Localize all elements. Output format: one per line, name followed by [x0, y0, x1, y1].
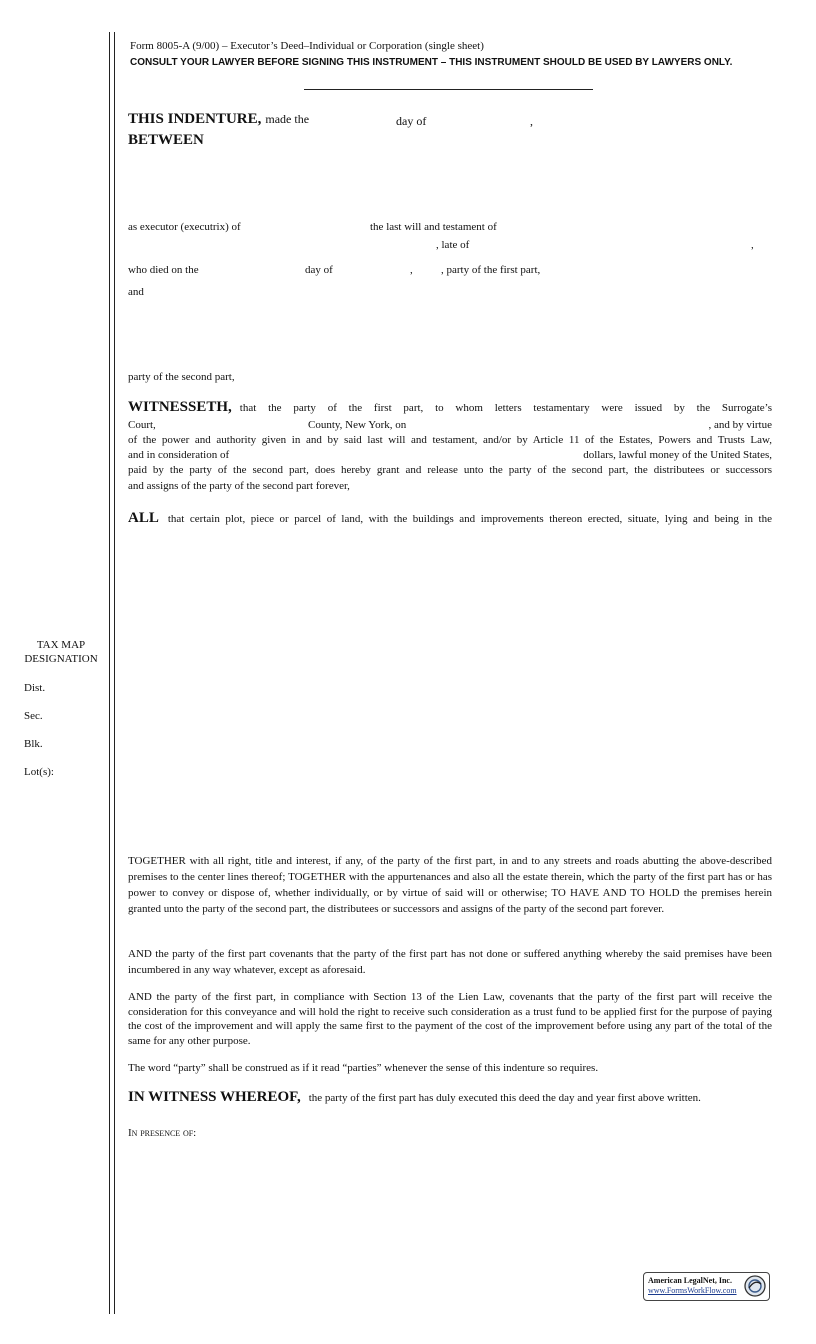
county-label: County, New York, on [308, 419, 407, 431]
tax-sec: Sec. [24, 710, 43, 722]
as-executor: as executor (executrix) of [128, 221, 241, 233]
header-divider [304, 89, 593, 90]
party-word-paragraph: The word “party” shall be construed as if it read “parties” whenever the sense of this indenture so requires. [128, 1062, 599, 1074]
indenture-lead: THIS INDENTURE, [128, 111, 262, 127]
all-lead: ALL [128, 510, 159, 526]
logo-url[interactable]: www.FormsWorkFlow.com [648, 1286, 737, 1295]
died-day-of: day of [305, 264, 333, 276]
late-of: , late of [436, 239, 470, 251]
party-first-part: , party of the first part, [441, 264, 541, 276]
court-label: Court, [128, 419, 156, 431]
all-clause [128, 510, 772, 527]
globe-icon [744, 1275, 766, 1297]
witnesseth-block [128, 399, 772, 493]
tax-map-line1: TAX MAP [36, 639, 86, 651]
in-witness-line [128, 1088, 772, 1106]
covenants-paragraph: AND the party of the first part covenants that the party of the first part has not done or suffered anything whereby the said premises have been incumbered in any way whatever, except as aforesaid. [128, 948, 772, 976]
witnesseth-line1: that the party of the first part, to whom letters testamentary were issued by the Surrogate’s [239, 402, 772, 414]
dollars-label: dollars, lawful money of the United States, [583, 449, 772, 461]
and-label: and [128, 286, 144, 298]
made-the: made the [265, 112, 310, 126]
witnesseth-line5: paid by the party of the second part, does hereby grant and release unto the party of the second part, the distributees or successors [128, 464, 772, 476]
tax-blk: Blk. [24, 738, 43, 750]
late-of-comma: , [751, 239, 754, 251]
indenture-line [128, 110, 778, 132]
lawyer-warning: CONSULT YOUR LAWYER BEFORE SIGNING THIS INSTRUMENT – THIS INSTRUMENT SHOULD BE USED BY LAWYERS ONLY. [130, 57, 733, 68]
form-line: Form 8005-A (9/00) – Executor’s Deed–Individual or Corporation (single sheet) [130, 40, 484, 52]
consideration-label: and in consideration of [128, 449, 230, 461]
comma: , [530, 114, 533, 128]
in-witness-text: the party of the first part has duly executed this deed the day and year first above written. [308, 1092, 701, 1104]
witnesseth-line6: and assigns of the party of the second part forever, [128, 480, 350, 492]
tax-dist: Dist. [24, 682, 46, 694]
tax-map-title [20, 638, 102, 666]
all-text: that certain plot, piece or parcel of land, with the buildings and improvements thereon erected, situate, lying and being in the [167, 513, 772, 525]
margin-rule-left [109, 32, 110, 1314]
tax-lots: Lot(s): [24, 766, 54, 778]
died-comma: , [410, 264, 413, 276]
who-died: who died on the [128, 264, 199, 276]
together-paragraph: TOGETHER with all right, title and interest, if any, of the party of the first part, in and to any streets and roads abutting the above-described premises to the center lines thereof; TOGETHER with the appurtenances and also all the estate therein, which the party of the first part has or has power to convey or dispose of, whether individually, or by virtue of said will or otherwise; TO HAVE AND TO HOLD the premises herein granted unto the party of the second part, the distributees or successors and assigns of the party of the second part forever. [128, 855, 772, 915]
party-second-part: party of the second part, [128, 371, 235, 383]
lien-law-paragraph: AND the party of the first part, in compliance with Section 13 of the Lien Law, covenants that the party of the first part will receive the consideration for this conveyance and will hold the right to receive such consideration as a trust fund to be applied first for the purpose of paying the cost of the improvement and will apply the same first to the payment of the cost of the improvement before using any part of the total of the same for any other purpose. [128, 991, 772, 1047]
last-will: the last will and testament of [370, 221, 497, 233]
logo-name: American LegalNet, Inc. [648, 1276, 732, 1285]
witnesseth-lead: WITNESSETH, [128, 399, 232, 415]
day-of: day of [396, 114, 427, 128]
margin-rule-right [114, 32, 115, 1314]
by-virtue: , and by virtue [708, 419, 772, 431]
between-label: BETWEEN [128, 132, 204, 148]
in-witness-lead: IN WITNESS WHEREOF, [128, 1089, 301, 1105]
witnesseth-line3: of the power and authority given in and by said last will and testament, and/or by Article 11 of the Estates, Powers and Trusts Law, [128, 434, 772, 446]
in-presence-label: In presence of: [128, 1127, 197, 1139]
american-legalnet-logo[interactable] [643, 1272, 770, 1301]
tax-map-line2: DESIGNATION [24, 653, 98, 665]
